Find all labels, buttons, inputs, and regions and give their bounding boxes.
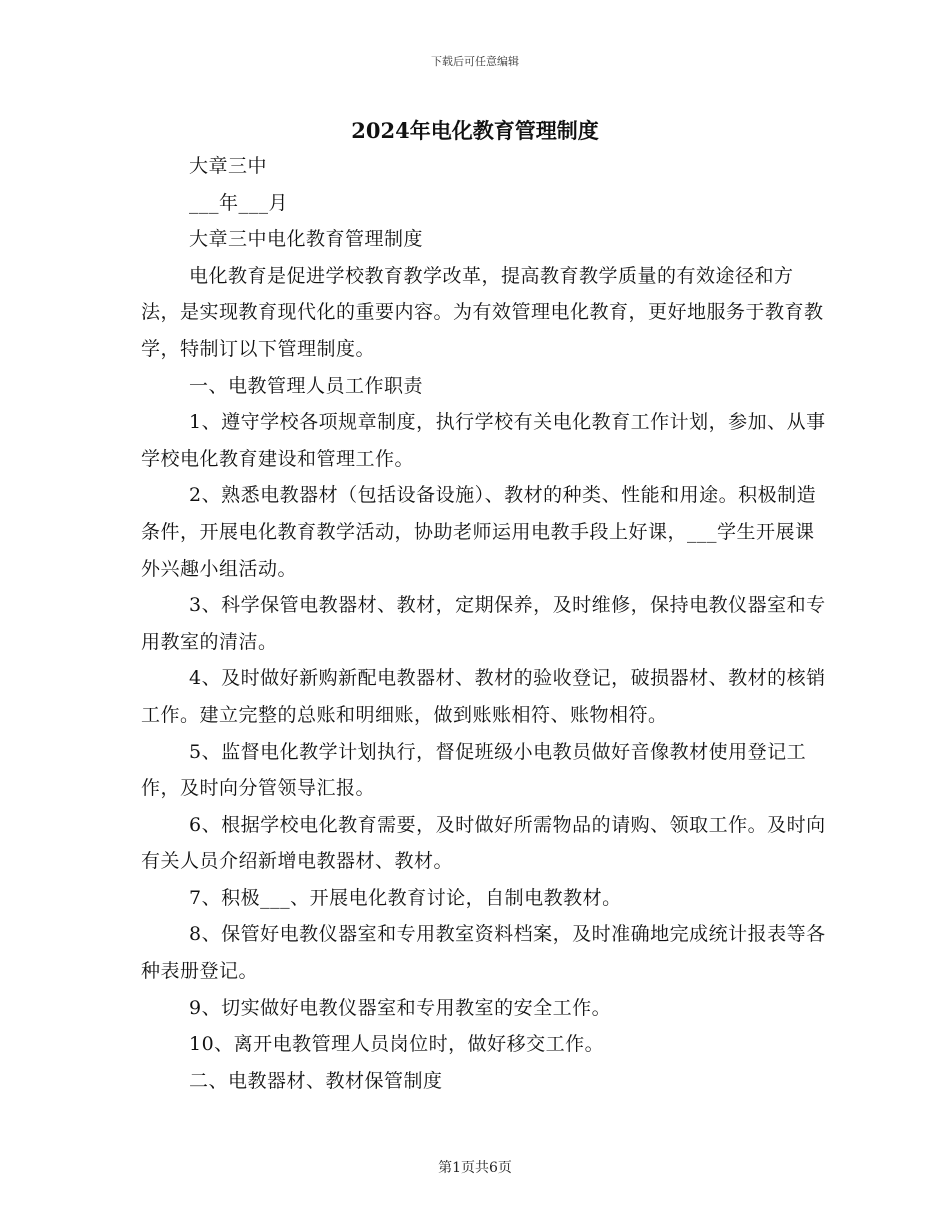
paragraph-date: ___年___月 <box>189 191 289 214</box>
paragraph-item-2: 2、熟悉电教器材（包括设备设施）、教材的种类、性能和用途。积极制造条件，开展电化教育教学活动，协助老师运用电教手段上好课，___学生开展课外兴趣小组活动。 <box>141 484 817 580</box>
paragraph-item-1: 1、遵守学校各项规章制度，执行学校有关电化教育工作计划，参加、从事学校电化教育建设和管理工作。 <box>141 411 826 470</box>
paragraph-item-5: 5、监督电化教学计划执行，督促班级小电教员做好音像教材使用登记工作，及时向分管领导汇报。 <box>141 740 807 800</box>
section-heading-1: 一、电教管理人员工作职责 <box>189 374 424 397</box>
paragraph-item-8: 8、保管好电教仪器室和专用教室资料档案，及时准确地完成统计报表等各种表册登记。 <box>141 923 826 983</box>
paragraph-item-3: 3、科学保管电教器材、教材，定期保养，及时维修，保持电教仪器室和专用教室的清洁。 <box>141 594 826 653</box>
document-title: 2024年电化教育管理制度 <box>351 118 599 143</box>
paragraph-subtitle: 大章三中电化教育管理制度 <box>189 228 424 251</box>
paragraph-intro: 电化教育是促进学校教育教学改革，提高教育教学质量的有效途径和方法，是实现教育现代化的重要内容。为有效管理电化教育，更好地服务于教育教学，特制订以下管理制度。 <box>141 264 824 360</box>
paragraph-item-7: 7、积极___、开展电化教育讨论，自制电教教材。 <box>189 886 622 909</box>
section-heading-2: 二、电教器材、教材保管制度 <box>189 1069 443 1092</box>
document-body <box>141 148 831 1099</box>
page-header-note: 下载后可任意编辑 <box>431 55 519 68</box>
paragraph-item-6: 6、根据学校电化教育需要，及时做好所需物品的请购、领取工作。及时向有关人员介绍新增电教器材、教材。 <box>141 813 826 873</box>
paragraph-item-10: 10、离开电教管理人员岗位时，做好移交工作。 <box>189 1033 605 1056</box>
paragraph-item-9: 9、切实做好电教仪器室和专用教室的安全工作。 <box>189 996 612 1019</box>
page-footer-page-info: 第1页共6页 <box>438 1160 512 1176</box>
paragraph-item-4: 4、及时做好新购新配电教器材、教材的验收登记，破损器材、教材的核销工作。建立完整的总账和明细账，做到账账相符、账物相符。 <box>141 667 826 726</box>
paragraph-school-name: 大章三中 <box>189 155 268 177</box>
